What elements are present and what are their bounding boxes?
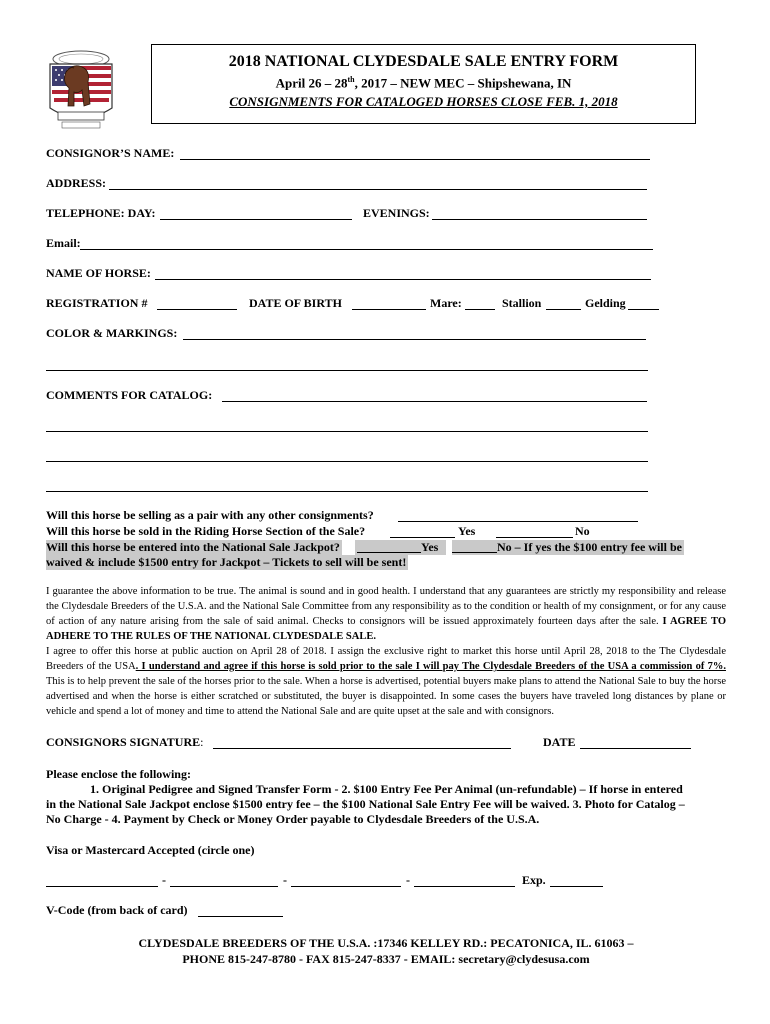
riding-no-label: No <box>575 524 590 538</box>
enclose-heading: Please enclose the following: <box>46 767 191 781</box>
card-number-group-4[interactable] <box>414 886 515 887</box>
jackpot-question: Will this horse be entered into the National Sale Jackpot? <box>46 540 340 554</box>
card-dash-3: - <box>406 873 410 887</box>
signature-field[interactable] <box>213 748 511 749</box>
clydesdale-logo <box>44 46 118 132</box>
footer-contact: PHONE 815-247-8780 - FAX 815-247-8337 - EMAIL: secretary@clydesusa.com <box>182 952 590 966</box>
footer-address: CLYDESDALE BREEDERS OF THE U.S.A. :17346 KELLEY RD.: PECATONICA, IL. 61063 – <box>138 936 634 950</box>
dob-label: DATE OF BIRTH <box>249 296 342 310</box>
pair-answer-field[interactable] <box>398 521 638 522</box>
comments-field[interactable] <box>222 401 647 402</box>
comments-line-3[interactable] <box>46 461 648 462</box>
jackpot-note: waived & include $1500 entry for Jackpot – Tickets to sell will be sent! <box>46 555 407 569</box>
consignor-name-field[interactable] <box>180 159 650 160</box>
horse-name-field[interactable] <box>155 279 651 280</box>
dob-field[interactable] <box>352 309 426 310</box>
registration-field[interactable] <box>157 309 237 310</box>
evenings-field[interactable] <box>432 219 647 220</box>
color-markings-field[interactable] <box>183 339 646 340</box>
sale-dates: April 26 – 28th, 2017 – NEW MEC – Shipshewana, IN <box>275 75 572 91</box>
enclose-line-2: in the National Sale Jackpot enclose $1500 entry fee – the $100 National Sale Entry Fee will be waived. 3. Photo for Catalog – <box>46 797 685 811</box>
telephone-day-label: TELEPHONE: DAY: <box>46 206 156 220</box>
form-header <box>151 44 696 124</box>
jackpot-yes-blank[interactable] <box>355 540 421 555</box>
guarantee-paragraph: I guarantee the above information to be true. The animal is sound and in good health. I understand that any guarantees are strictly my responsibility and release the Clydesdale Breeders of the U.S.A. and the National Sale Committee from any responsibility as to the condition or health of my consignment, or for any cause of action of any nature arising from the sale of said animal. Checks to consignors will be issued approximately fourteen days after the sale. I AGREE TO ADHERE TO THE RULES OF THE NATIONAL CLYDESDALE SALE. <box>46 586 727 642</box>
address-field[interactable] <box>109 189 647 190</box>
enclose-line-1: 1. Original Pedigree and Signed Transfer Form - 2. $100 Entry Fee Per Animal (un-refundable) – If horse in entered <box>90 782 683 796</box>
card-number-group-2[interactable] <box>170 886 278 887</box>
jackpot-no-blank[interactable] <box>452 540 497 555</box>
signature-date-field[interactable] <box>580 748 691 749</box>
expiration-field[interactable] <box>550 886 603 887</box>
color-markings-line-2[interactable] <box>46 370 648 371</box>
gelding-label: Gelding <box>585 296 626 310</box>
gelding-field[interactable] <box>628 309 659 310</box>
riding-question: Will this horse be sold in the Riding Horse Section of the Sale? <box>46 524 366 538</box>
comments-line-4[interactable] <box>46 491 648 492</box>
comments-label: COMMENTS FOR CATALOG: <box>46 388 213 402</box>
card-dash-2: - <box>283 873 287 887</box>
email-field[interactable] <box>80 249 653 250</box>
email-label: Email: <box>46 236 81 250</box>
vcode-label: V-Code (from back of card) <box>46 903 188 917</box>
consignment-deadline: CONSIGNMENTS FOR CATALOGED HORSES CLOSE FEB. 1, 2018 <box>229 94 618 109</box>
riding-yes-blank[interactable] <box>390 537 455 538</box>
color-markings-label: COLOR & MARKINGS: <box>46 326 178 340</box>
registration-label: REGISTRATION # <box>46 296 148 310</box>
card-number-group-1[interactable] <box>46 886 158 887</box>
agreement-paragraph: I agree to offer this horse at public auction on April 28 of 2018. I assign the exclusive right to market this horse until April 28, 2018 to the The Clydesdale Breeders of the USA. I understand and agree if this horse is sold prior to the sale I will pay The Clydesdale Breeders of the USA a commission of 7%. This is to help prevent the sale of the horses prior to the sale. When a horse is advertised, potential buyers make plans to attend the National Sale to buy the horse advertised and when the horse is either scratched or substituted, the buyer is disappointed. In some cases the buyers have traveled long distances by plane or vehicle and spend a lot of money and time to attend the National Sale and are quite upset at the sale and with consignors. <box>46 646 726 717</box>
riding-no-blank[interactable] <box>496 537 573 538</box>
mare-label: Mare: <box>430 296 462 310</box>
address-label: ADDRESS: <box>46 176 107 190</box>
consignor-name-label: CONSIGNOR’S NAME: <box>46 146 175 160</box>
enclose-line-3: No Charge - 4. Payment by Check or Money Order payable to Clydesdale Breeders of the U.S.A. <box>46 812 540 826</box>
evenings-label: EVENINGS: <box>363 206 430 220</box>
mare-field[interactable] <box>465 309 495 310</box>
telephone-day-field[interactable] <box>160 219 352 220</box>
expiration-label: Exp. <box>522 873 546 887</box>
signature-label: CONSIGNORS SIGNATURE: <box>46 735 204 749</box>
jackpot-yes-label: Yes <box>421 540 446 555</box>
visa-mastercard-label: Visa or Mastercard Accepted (circle one) <box>46 843 255 857</box>
riding-yes-label: Yes <box>458 524 476 538</box>
form-title: 2018 NATIONAL CLYDESDALE SALE ENTRY FORM <box>228 53 619 70</box>
signature-date-label: DATE <box>543 735 576 749</box>
vcode-field[interactable] <box>198 916 283 917</box>
pair-question: Will this horse be selling as a pair with any other consignments? <box>46 508 374 522</box>
card-dash-1: - <box>162 873 166 887</box>
comments-line-2[interactable] <box>46 431 648 432</box>
stallion-field[interactable] <box>546 309 581 310</box>
horse-name-label: NAME OF HORSE: <box>46 266 151 280</box>
jackpot-no-label: No – If yes the $100 entry fee will be <box>497 540 682 554</box>
stallion-label: Stallion <box>502 296 542 310</box>
card-number-group-3[interactable] <box>291 886 401 887</box>
